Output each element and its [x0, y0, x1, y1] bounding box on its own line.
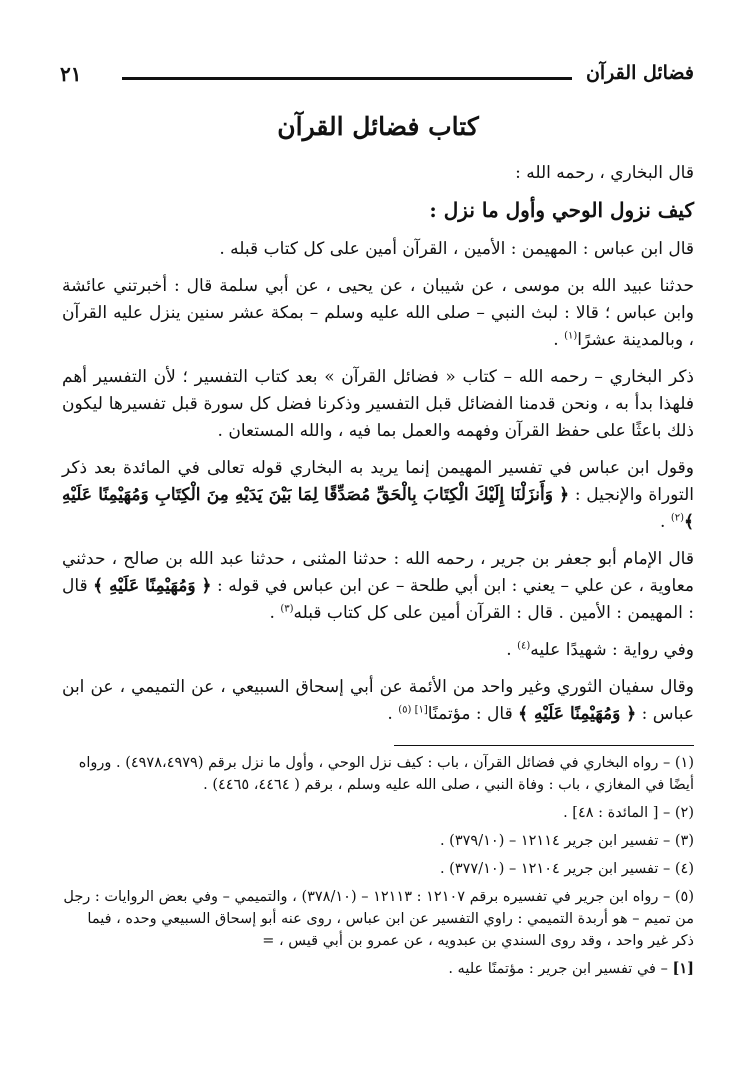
paragraph-end: .: [660, 512, 671, 532]
paragraph-end: .: [387, 704, 399, 724]
quran-verse: ﴿ وَمُهَيْمِنًا عَلَيْهِ ﴾: [518, 704, 637, 724]
editor-note: [62, 958, 694, 980]
header-rule: [122, 77, 572, 80]
paragraph-end: .: [553, 330, 565, 350]
section-heading: [62, 197, 694, 224]
paragraph-text: ذكر البخاري – رحمه الله – كتاب « فضائل القرآن » بعد كتاب التفسير ؛ لأن التفسير أهم فلهذا بدأ به ، ونحن قدمنا الفضائل قبل التفسير وذكرنا فضل كل سورة قبل تفسيرها ليكون ذلك باعثًا على حفظ القرآن وفهمه والعمل بما فيه ، والله المستعان .: [62, 367, 694, 441]
page-number: ٢١: [60, 62, 82, 86]
paragraph-text: حدثنا عبيد الله بن موسى ، عن شيبان ، عن يحيى ، عن أبي سلمة قال : أخبرتني عائشة وابن عباس ؛ قالا : لبث النبي – صلى الله عليه وسلم – بمكة عشر سنين ينزل عليه القرآن ، وبالمدينة عشرًا: [62, 276, 694, 350]
paragraph-text: قال الإمام أبو جعفر بن جرير ، رحمه الله : حدثنا المثنى ، حدثنا عبد الله بن صالح ، حدثني معاوية ، عن علي – يعني : ابن أبي طلحة – عن ابن عباس في قوله :: [62, 549, 695, 596]
footnote-ref: (٤): [517, 640, 531, 652]
running-title: فضائل القرآن: [585, 62, 694, 84]
footnote-ref: (٥): [398, 704, 415, 716]
paragraph: [62, 546, 694, 627]
paragraph: [62, 160, 694, 187]
heading-text: كيف نزول الوحي وأول ما نزل :: [429, 198, 694, 222]
quran-verse: ﴿ وَمُهَيْمِنًا عَلَيْهِ ﴾: [93, 576, 212, 596]
paragraph-text: قال : مؤتمنًا: [427, 704, 519, 724]
paragraph: [62, 674, 694, 728]
footnote-ref: (٢): [670, 512, 685, 524]
editor-note-ref: [١]: [414, 704, 428, 716]
footnote-divider: [394, 745, 694, 746]
running-header: [60, 62, 694, 88]
quran-verse: ﴿ وَأَنزَلْنَا إِلَيْكَ الْكِتَابَ بِالْحَقِّ مُصَدِّقًا لِمَا بَيْنَ يَدَيْهِ مِنَ الْكِتَابِ وَمُهَيْمِنًا عَلَيْهِ ﴾: [62, 485, 694, 532]
paragraph-text: وفي رواية : شهيدًا عليه: [530, 640, 694, 660]
footnotes: [62, 752, 694, 986]
main-text: [62, 160, 694, 738]
paragraph-text: قال ابن عباس : المهيمن : الأمين ، القرآن أمين على كل كتاب قبله .: [219, 239, 694, 259]
paragraph: [62, 455, 694, 536]
paragraph-text: قال البخاري ، رحمه الله :: [515, 163, 694, 183]
footnote-ref: (١): [564, 330, 578, 342]
paragraph-text: وقول ابن عباس في تفسير المهيمن إنما يريد به البخاري قوله تعالى في المائدة بعد ذكر التوراة والإنجيل :: [62, 458, 694, 505]
footnote: (٥) – رواه ابن جرير في تفسيره برقم ١٢١٠٧ : ١٢١١٣ – (٣٧٨/١٠) ، والتميمي – وفي بعض الروايات : رجل من تميم – هو أربدة التميمي : راوي التفسير عن ابن عباس ، روى عنه أبو إسحاق السبيعي وحده ، فيما ذكر غير واحد ، وقد روى السندي بن عبدويه ، عن عمرو بن أبي قيس ، =: [63, 889, 694, 949]
footnote: (٤) – تفسير ابن جرير ١٢١٠٤ – (٣٧٧/١٠) .: [439, 861, 694, 877]
paragraph-end: .: [269, 603, 281, 623]
footnote-ref: (٣): [280, 603, 294, 615]
editor-note-label: [١]: [672, 960, 694, 977]
footnote: (٢) – [ المائدة : ٤٨] .: [563, 805, 694, 821]
paragraph: [62, 637, 694, 664]
paragraph: [62, 273, 694, 354]
paragraph-text: قال : المهيمن : الأمين . قال : القرآن أمين على كل كتاب قبله: [62, 576, 694, 623]
paragraph-text: وقال سفيان الثوري وغير واحد من الأئمة عن أبي إسحاق السبيعي ، عن التميمي ، عن ابن عباس :: [62, 677, 694, 724]
book-title: كتاب فضائل القرآن: [277, 112, 479, 141]
paragraph-end: .: [506, 640, 518, 660]
paragraph: [62, 236, 694, 263]
editor-note-text: – في تفسير ابن جرير : مؤتمنًا عليه .: [448, 961, 673, 977]
footnote: (٣) – تفسير ابن جرير ١٢١١٤ – (٣٧٩/١٠) .: [439, 833, 694, 849]
footnote: (١) – رواه البخاري في فضائل القرآن ، باب : كيف نزل الوحي ، وأول ما نزل برقم (٤٩٧٨،٤٩٧٩) . ورواه أيضًا في المغازي ، باب : وفاة النبي ، صلى الله عليه وسلم ، برقم ( ٤٤٦٤، ٤٤٦٥) .: [78, 755, 694, 793]
paragraph: [62, 364, 694, 445]
